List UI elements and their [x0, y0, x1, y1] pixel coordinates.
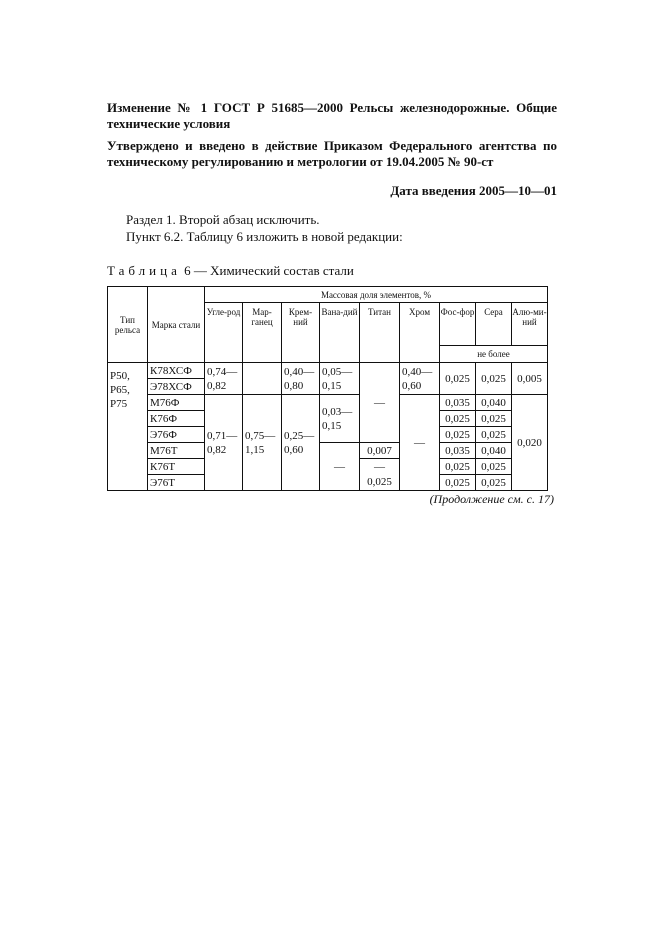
manganese-empty [243, 363, 282, 395]
instruction-section-1: Раздел 1. Второй абзац исключить. [126, 212, 320, 227]
vanadium-group3: — [320, 443, 360, 491]
phosphorus-value: 0,035 [440, 443, 476, 459]
carbon-group2: 0,71— 0,82 [205, 395, 243, 491]
phosphorus-value: 0,025 [440, 411, 476, 427]
header-carbon: Угле-род [205, 303, 243, 363]
header-aluminum: Алю-ми-ний [512, 303, 548, 346]
phosphorus-value: 0,025 [440, 475, 476, 491]
header-phosphorus: Фос-фор [440, 303, 476, 346]
vanadium-group1: 0,05— 0,15 [320, 363, 360, 395]
grade-cell: К76Т [148, 459, 205, 475]
table-caption-title: 6 — Химический состав стали [180, 263, 354, 278]
approval-statement: Утверждено и введено в действие Приказом Федерального агентства по техническому регулированию и метрологии от 19.04.2005 № 90-ст [107, 138, 557, 169]
table-caption-prefix: Таблица [107, 263, 181, 278]
titanium-dash: — [360, 363, 400, 443]
grade-cell: М76Т [148, 443, 205, 459]
sulfur-value: 0,025 [476, 459, 512, 475]
header-manganese: Мар-ганец [243, 303, 282, 363]
chromium-group2: — [400, 395, 440, 491]
sulfur-value: 0,040 [476, 395, 512, 411]
instruction-item-6-2: Пункт 6.2. Таблицу 6 изложить в новой редакции: [126, 229, 403, 244]
phosphorus-value: 0,025 [440, 459, 476, 475]
sulfur-value: 0,025 [476, 427, 512, 443]
silicon-group2: 0,25— 0,60 [282, 395, 320, 491]
chromium-group1: 0,40— 0,60 [400, 363, 440, 395]
header-sulfur: Сера [476, 303, 512, 346]
header-chromium: Хром [400, 303, 440, 363]
header-limit-note: не более [440, 346, 548, 363]
aluminum-group2: 0,020 [512, 395, 548, 491]
header-vanadium: Вана-дий [320, 303, 360, 363]
chemical-composition-table [107, 286, 548, 491]
grade-cell: К76Ф [148, 411, 205, 427]
header-steel-grade: Марка стали [148, 287, 205, 363]
header-block [107, 100, 557, 170]
titanium-value: 0,007 [360, 443, 400, 459]
rail-types: Р50, Р65, Р75 [108, 363, 148, 491]
grade-cell: Э76Ф [148, 427, 205, 443]
silicon-group1: 0,40— 0,80 [282, 363, 320, 395]
grade-cell: Э78ХСФ [148, 379, 205, 395]
aluminum-group1: 0,005 [512, 363, 548, 395]
header-mass-fraction: Массовая доля элементов, % [205, 287, 548, 303]
phosphorus-value: 0,035 [440, 395, 476, 411]
manganese-range: 0,75— 1,15 [243, 395, 282, 491]
header-titanium: Титан [360, 303, 400, 363]
sulfur-value: 0,040 [476, 443, 512, 459]
sulfur-value: 0,025 [476, 411, 512, 427]
amendment-title: Изменение № 1 ГОСТ Р 51685—2000 Рельсы железнодорожные. Общие технические условия [107, 100, 557, 131]
titanium-value: 0,025 [360, 475, 400, 491]
phosphorus-value: 0,025 [440, 363, 476, 395]
phosphorus-value: 0,025 [440, 427, 476, 443]
titanium-value: — [360, 459, 400, 475]
table-caption [107, 263, 354, 279]
header-silicon: Крем-ний [282, 303, 320, 363]
sulfur-value: 0,025 [476, 363, 512, 395]
carbon-group1: 0,74— 0,82 [205, 363, 243, 395]
vanadium-group2: 0,03— 0,15 [320, 395, 360, 443]
introduction-date: Дата введения 2005—10—01 [390, 183, 557, 198]
continuation-note: (Продолжение см. с. 17) [429, 492, 554, 506]
grade-cell: Э76Т [148, 475, 205, 491]
grade-cell: М76Ф [148, 395, 205, 411]
sulfur-value: 0,025 [476, 475, 512, 491]
grade-cell: К78ХСФ [148, 363, 205, 379]
header-rail-type: Тип рельса [108, 287, 148, 363]
